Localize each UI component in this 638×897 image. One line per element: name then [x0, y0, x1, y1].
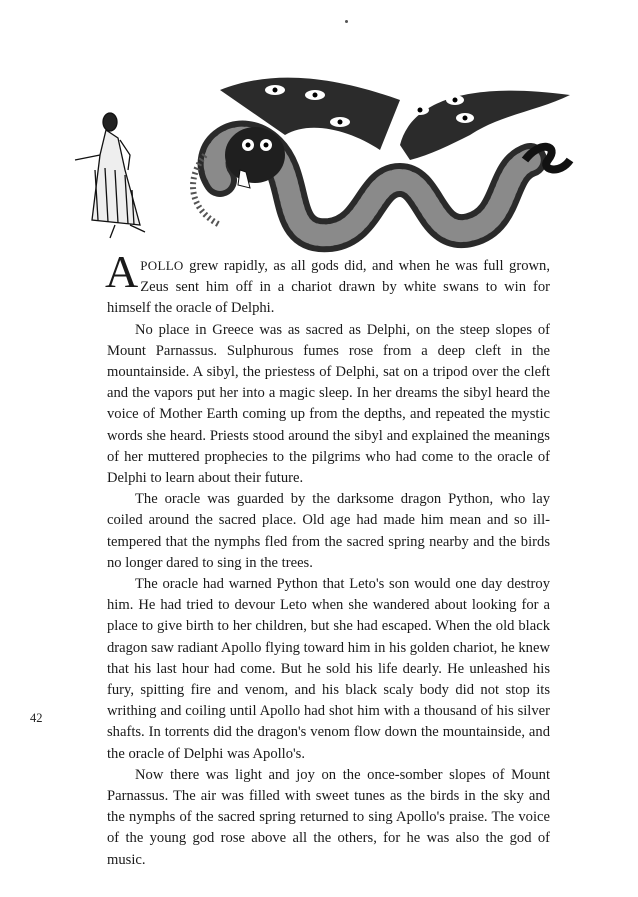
- first-word-smallcaps: POLLO: [140, 258, 184, 273]
- drop-cap: A: [105, 246, 139, 297]
- ink-speck: [345, 20, 348, 23]
- paragraph-4: The oracle had warned Python that Leto's son would one day destroy him. He had tried to devour Leto when she wandered about looking for a place to give birth to her children, but she had escaped. When the old black dragon saw radiant Apollo flying toward him in his golden chariot, he knew that his last hour had come. But he sold his life dearly. He unleashed his fury, spitting fire and venom, and his black scaly body did not stop its writhing and coiling until Apollo had shot him with a thousand of his silver shafts. In torrents did the dragon's venom flow down the mountainside, and the oracle of Delphi was Apollo's.: [107, 576, 550, 762]
- python-dragon-illustration: [70, 60, 590, 260]
- story-text: [105, 246, 550, 871]
- paragraph-3: The oracle was guarded by the darksome dragon Python, who lay coiled around the sacred place. Old age had made him mean and so ill-tempered that the nymphs fled from the sacred spring nearby and the birds no longer dared to sing in the trees.: [107, 491, 550, 571]
- paragraph-5: Now there was light and joy on the once-somber slopes of Mount Parnassus. The air was filled with sweet tunes as the birds in the sky and the nymphs of the sacred spring returned to sing Apollo's praise. The voice of the young god rose above all the others, for he was also the god of music.: [107, 766, 550, 868]
- paragraph-2: No place in Greece was as sacred as Delphi, on the steep slopes of Mount Parnassus. Sulphurous fumes rose from a deep cleft in the mountainside. A sibyl, the priestess of Delphi, sat on a tripod over the cleft and the vapors put her into a magic sleep. In her dreams the sibyl heard the voice of Mother Earth coming up from the depths, and repeated the mystic words she heard. Priests stood around the sibyl and explained the meanings of her muttered prophecies to the pilgrims who had come to the oracle of Delphi to learn about their future.: [107, 321, 550, 487]
- page-number: 42: [30, 711, 43, 725]
- paragraph-1: [105, 246, 550, 320]
- paragraph-1-text: grew rapidly, as all gods did, and when he was full grown, Zeus sent him off in a chariot drawn by white swans to win for himself the oracle of Delphi.: [107, 258, 550, 317]
- fleeing-woman-figure: [75, 113, 145, 238]
